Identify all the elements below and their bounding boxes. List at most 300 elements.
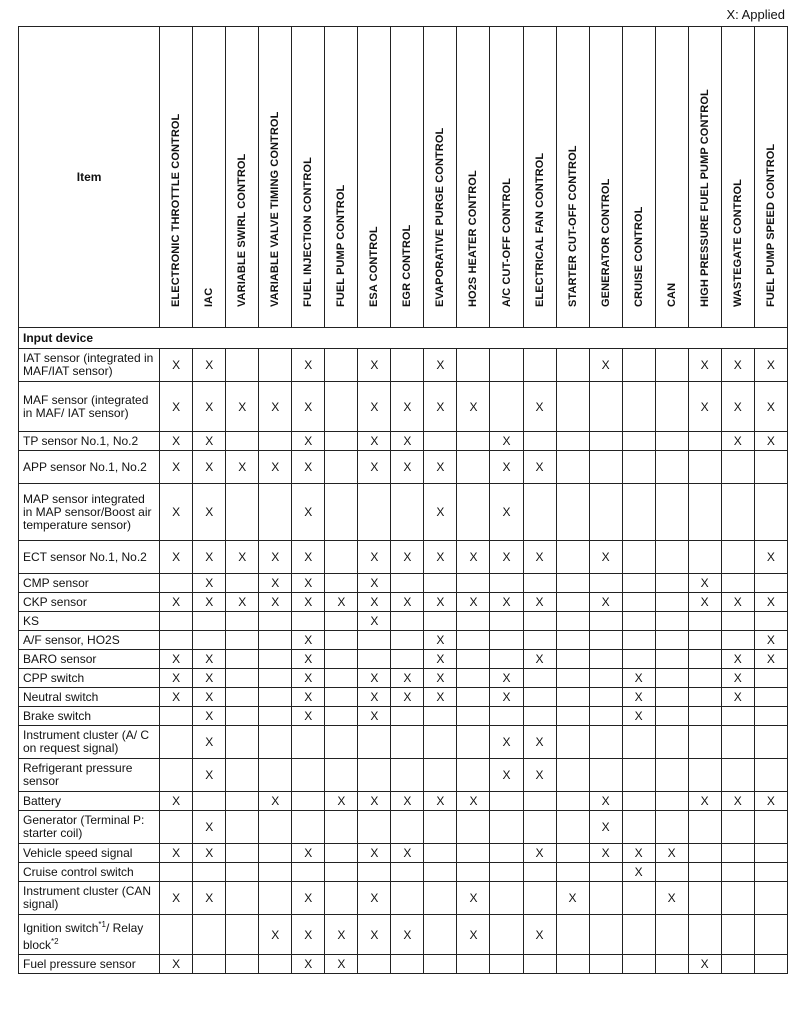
mark-cell <box>589 669 622 688</box>
mark-cell <box>721 844 754 863</box>
row-label: Cruise control switch <box>19 863 160 882</box>
mark-cell: X <box>160 432 193 451</box>
mark-cell <box>589 759 622 792</box>
mark-cell <box>688 631 721 650</box>
mark-cell <box>259 650 292 669</box>
mark-cell: X <box>655 844 688 863</box>
mark-cell <box>655 484 688 541</box>
mark-cell <box>589 574 622 593</box>
mark-cell <box>754 844 787 863</box>
mark-cell <box>490 882 523 915</box>
mark-cell: X <box>292 650 325 669</box>
mark-cell <box>655 726 688 759</box>
mark-cell: X <box>160 349 193 382</box>
mark-cell: X <box>193 759 226 792</box>
mark-cell <box>688 759 721 792</box>
mark-cell: X <box>721 382 754 432</box>
table-row <box>19 863 788 882</box>
mark-cell: X <box>193 669 226 688</box>
table-row <box>19 612 788 631</box>
mark-cell: X <box>424 382 457 432</box>
table-row <box>19 955 788 974</box>
mark-cell: X <box>490 432 523 451</box>
mark-cell <box>226 844 259 863</box>
mark-cell <box>457 707 490 726</box>
mark-cell <box>688 688 721 707</box>
mark-cell: X <box>193 432 226 451</box>
mark-cell <box>589 882 622 915</box>
mark-cell: X <box>523 844 556 863</box>
mark-cell <box>424 707 457 726</box>
mark-cell: X <box>490 593 523 612</box>
mark-cell: X <box>523 382 556 432</box>
mark-cell: X <box>259 451 292 484</box>
column-header-label: CRUISE CONTROL <box>632 206 645 307</box>
column-header-label: GENERATOR CONTROL <box>599 178 612 307</box>
mark-cell: X <box>589 593 622 612</box>
mark-cell <box>193 612 226 631</box>
mark-cell <box>424 432 457 451</box>
table-row <box>19 669 788 688</box>
mark-cell <box>523 574 556 593</box>
mark-cell: X <box>358 541 391 574</box>
mark-cell: X <box>523 541 556 574</box>
mark-cell: X <box>424 593 457 612</box>
mark-cell <box>226 669 259 688</box>
mark-cell <box>259 811 292 844</box>
mark-cell: X <box>292 451 325 484</box>
mark-cell <box>325 432 358 451</box>
mark-cell: X <box>490 484 523 541</box>
mark-cell <box>589 707 622 726</box>
mark-cell <box>556 759 589 792</box>
mark-cell <box>622 955 655 974</box>
mark-cell <box>292 759 325 792</box>
mark-cell <box>160 915 193 955</box>
mark-cell <box>490 844 523 863</box>
mark-cell <box>556 541 589 574</box>
column-header-label: ESA CONTROL <box>368 226 381 307</box>
mark-cell <box>721 451 754 484</box>
mark-cell: X <box>424 541 457 574</box>
mark-cell: X <box>193 484 226 541</box>
mark-cell: X <box>193 451 226 484</box>
mark-cell <box>655 955 688 974</box>
mark-cell: X <box>358 669 391 688</box>
mark-cell <box>424 726 457 759</box>
mark-cell: X <box>292 669 325 688</box>
mark-cell <box>259 612 292 631</box>
mark-cell <box>325 650 358 669</box>
mark-cell <box>655 759 688 792</box>
mark-cell: X <box>391 915 424 955</box>
mark-cell <box>457 432 490 451</box>
mark-cell: X <box>754 349 787 382</box>
mark-cell <box>325 707 358 726</box>
mark-cell <box>622 593 655 612</box>
mark-cell: X <box>589 811 622 844</box>
mark-cell <box>226 484 259 541</box>
mark-cell: X <box>259 574 292 593</box>
mark-cell <box>457 669 490 688</box>
mark-cell <box>325 759 358 792</box>
mark-cell <box>556 451 589 484</box>
mark-cell: X <box>325 955 358 974</box>
mark-cell: X <box>358 792 391 811</box>
mark-cell: X <box>589 792 622 811</box>
mark-cell <box>391 759 424 792</box>
mark-cell <box>457 863 490 882</box>
row-label: IAT sensor (integrated in MAF/IAT sensor) <box>19 349 160 382</box>
mark-cell <box>655 650 688 669</box>
mark-cell <box>523 811 556 844</box>
mark-cell: X <box>556 882 589 915</box>
mark-cell <box>556 792 589 811</box>
mark-cell <box>457 955 490 974</box>
mark-cell: X <box>160 882 193 915</box>
mark-cell: X <box>754 541 787 574</box>
mark-cell: X <box>391 541 424 574</box>
mark-cell <box>226 432 259 451</box>
mark-cell <box>490 349 523 382</box>
mark-cell <box>589 955 622 974</box>
mark-cell: X <box>292 349 325 382</box>
mark-cell <box>457 688 490 707</box>
column-header-label: HO2S HEATER CONTROL <box>467 170 480 307</box>
mark-cell <box>622 811 655 844</box>
header-row <box>19 27 788 328</box>
column-header <box>391 27 424 328</box>
mark-cell: X <box>721 688 754 707</box>
mark-cell: X <box>358 612 391 631</box>
mark-cell <box>358 631 391 650</box>
mark-cell <box>589 863 622 882</box>
mark-cell: X <box>160 382 193 432</box>
mark-cell <box>556 726 589 759</box>
mark-cell <box>358 726 391 759</box>
mark-cell: X <box>259 915 292 955</box>
mark-cell <box>226 631 259 650</box>
mark-cell <box>325 574 358 593</box>
mark-cell <box>160 863 193 882</box>
mark-cell <box>754 484 787 541</box>
mark-cell <box>754 811 787 844</box>
mark-cell <box>259 688 292 707</box>
mark-cell <box>523 707 556 726</box>
mark-cell <box>688 811 721 844</box>
mark-cell: X <box>754 650 787 669</box>
mark-cell <box>754 759 787 792</box>
row-label: TP sensor No.1, No.2 <box>19 432 160 451</box>
table-row <box>19 707 788 726</box>
mark-cell: X <box>292 955 325 974</box>
mark-cell: X <box>589 349 622 382</box>
mark-cell: X <box>457 915 490 955</box>
table-body <box>19 328 788 974</box>
mark-cell: X <box>358 432 391 451</box>
item-column-header: Item <box>19 27 160 328</box>
mark-cell: X <box>358 382 391 432</box>
mark-cell: X <box>193 593 226 612</box>
mark-cell: X <box>523 726 556 759</box>
mark-cell: X <box>490 451 523 484</box>
mark-cell: X <box>391 792 424 811</box>
mark-cell <box>655 915 688 955</box>
column-header <box>358 27 391 328</box>
mark-cell: X <box>688 349 721 382</box>
mark-cell <box>226 915 259 955</box>
mark-cell <box>622 726 655 759</box>
mark-cell <box>523 688 556 707</box>
mark-cell: X <box>160 484 193 541</box>
mark-cell <box>688 612 721 631</box>
mark-cell <box>391 612 424 631</box>
mark-cell: X <box>424 484 457 541</box>
mark-cell: X <box>259 382 292 432</box>
mark-cell <box>424 844 457 863</box>
mark-cell <box>556 631 589 650</box>
mark-cell <box>589 432 622 451</box>
mark-cell: X <box>292 382 325 432</box>
mark-cell <box>622 382 655 432</box>
mark-cell: X <box>160 593 193 612</box>
mark-cell <box>325 882 358 915</box>
mark-cell <box>457 612 490 631</box>
mark-cell <box>160 574 193 593</box>
mark-cell <box>688 669 721 688</box>
mark-cell <box>556 574 589 593</box>
mark-cell <box>523 669 556 688</box>
column-header <box>325 27 358 328</box>
table-row <box>19 432 788 451</box>
mark-cell: X <box>358 349 391 382</box>
mark-cell: X <box>523 650 556 669</box>
column-header <box>490 27 523 328</box>
mark-cell: X <box>160 844 193 863</box>
mark-cell: X <box>292 631 325 650</box>
mark-cell <box>358 484 391 541</box>
mark-cell <box>259 631 292 650</box>
mark-cell: X <box>490 759 523 792</box>
mark-cell <box>754 955 787 974</box>
column-header-label: VARIABLE VALVE TIMING CONTROL <box>269 111 282 307</box>
mark-cell <box>292 612 325 631</box>
column-header <box>721 27 754 328</box>
row-label: A/F sensor, HO2S <box>19 631 160 650</box>
mark-cell: X <box>523 593 556 612</box>
mark-cell: X <box>292 593 325 612</box>
mark-cell <box>754 669 787 688</box>
mark-cell <box>688 915 721 955</box>
mark-cell <box>457 726 490 759</box>
mark-cell: X <box>292 688 325 707</box>
mark-cell <box>622 792 655 811</box>
mark-cell <box>490 811 523 844</box>
mark-cell: X <box>259 593 292 612</box>
table-row <box>19 631 788 650</box>
mark-cell <box>622 631 655 650</box>
mark-cell: X <box>424 688 457 707</box>
mark-cell <box>721 631 754 650</box>
mark-cell <box>325 612 358 631</box>
mark-cell <box>259 844 292 863</box>
mark-cell <box>622 759 655 792</box>
mark-cell: X <box>424 451 457 484</box>
mark-cell <box>325 349 358 382</box>
mark-cell <box>688 650 721 669</box>
mark-cell <box>226 792 259 811</box>
mark-cell: X <box>358 451 391 484</box>
mark-cell: X <box>193 811 226 844</box>
mark-cell <box>523 349 556 382</box>
mark-cell <box>721 707 754 726</box>
table-row <box>19 650 788 669</box>
mark-cell <box>523 432 556 451</box>
column-header <box>424 27 457 328</box>
mark-cell <box>325 382 358 432</box>
mark-cell: X <box>259 792 292 811</box>
mark-cell <box>721 955 754 974</box>
mark-cell <box>226 811 259 844</box>
row-label: Ignition switch$^{*1}$/ Relay block$^{*2}$ <box>19 915 160 955</box>
mark-cell <box>622 451 655 484</box>
mark-cell <box>424 612 457 631</box>
mark-cell: X <box>292 541 325 574</box>
mark-cell <box>556 915 589 955</box>
mark-cell: X <box>226 451 259 484</box>
column-header-label: EVAPORATIVE PURGE CONTROL <box>434 127 447 307</box>
table-row <box>19 541 788 574</box>
mark-cell <box>589 726 622 759</box>
mark-cell: X <box>193 541 226 574</box>
column-header <box>556 27 589 328</box>
mark-cell: X <box>259 541 292 574</box>
mark-cell: X <box>457 593 490 612</box>
mark-cell <box>721 612 754 631</box>
mark-cell <box>655 863 688 882</box>
mark-cell <box>655 631 688 650</box>
mark-cell <box>259 863 292 882</box>
mark-cell: X <box>160 955 193 974</box>
mark-cell: X <box>160 792 193 811</box>
table-row <box>19 349 788 382</box>
mark-cell: X <box>160 650 193 669</box>
mark-cell <box>523 955 556 974</box>
mark-cell: X <box>424 792 457 811</box>
column-header-label: CAN <box>665 282 678 307</box>
mark-cell <box>259 707 292 726</box>
mark-cell <box>259 882 292 915</box>
mark-cell: X <box>160 451 193 484</box>
mark-cell: X <box>490 726 523 759</box>
mark-cell: X <box>292 484 325 541</box>
mark-cell <box>490 792 523 811</box>
mark-cell <box>556 593 589 612</box>
mark-cell <box>655 349 688 382</box>
mark-cell <box>754 574 787 593</box>
mark-cell: X <box>193 382 226 432</box>
mark-cell <box>556 349 589 382</box>
mark-cell <box>160 612 193 631</box>
mark-cell: X <box>721 349 754 382</box>
column-header-label: WASTEGATE CONTROL <box>731 179 744 307</box>
mark-cell <box>358 759 391 792</box>
mark-cell <box>721 574 754 593</box>
column-header-label: FUEL PUMP CONTROL <box>335 184 348 307</box>
mark-cell <box>655 541 688 574</box>
column-header-label: STARTER CUT-OFF CONTROL <box>566 145 579 307</box>
mark-cell <box>622 484 655 541</box>
mark-cell <box>523 882 556 915</box>
mark-cell <box>259 432 292 451</box>
mark-cell <box>391 707 424 726</box>
table-row <box>19 844 788 863</box>
mark-cell <box>655 707 688 726</box>
mark-cell <box>424 811 457 844</box>
mark-cell <box>358 863 391 882</box>
table-row <box>19 726 788 759</box>
mark-cell: X <box>688 382 721 432</box>
mark-cell <box>589 451 622 484</box>
mark-cell: X <box>325 593 358 612</box>
mark-cell <box>424 882 457 915</box>
table-row <box>19 792 788 811</box>
mark-cell: X <box>490 688 523 707</box>
mark-cell <box>556 382 589 432</box>
mark-cell <box>556 844 589 863</box>
mark-cell: X <box>523 451 556 484</box>
mark-cell <box>655 669 688 688</box>
mark-cell: X <box>226 382 259 432</box>
mark-cell: X <box>292 432 325 451</box>
mark-cell <box>391 882 424 915</box>
mark-cell <box>490 707 523 726</box>
mark-cell: X <box>622 688 655 707</box>
mark-cell <box>391 863 424 882</box>
mark-cell: X <box>622 844 655 863</box>
table-row <box>19 882 788 915</box>
mark-cell: X <box>325 915 358 955</box>
column-header-label: FUEL PUMP SPEED CONTROL <box>764 143 777 307</box>
mark-cell <box>490 955 523 974</box>
mark-cell <box>556 432 589 451</box>
mark-cell <box>556 863 589 882</box>
mark-cell <box>655 688 688 707</box>
mark-cell <box>589 631 622 650</box>
mark-cell <box>721 882 754 915</box>
mark-cell <box>754 915 787 955</box>
mark-cell <box>490 574 523 593</box>
mark-cell: X <box>721 593 754 612</box>
mark-cell <box>226 650 259 669</box>
mark-cell <box>226 759 259 792</box>
mark-cell <box>754 612 787 631</box>
mark-cell: X <box>193 650 226 669</box>
mark-cell <box>655 593 688 612</box>
mark-cell <box>556 669 589 688</box>
mark-cell <box>688 707 721 726</box>
mark-cell <box>490 612 523 631</box>
input-device-table <box>18 26 788 974</box>
mark-cell: X <box>721 650 754 669</box>
mark-cell <box>556 955 589 974</box>
mark-cell <box>688 432 721 451</box>
mark-cell <box>424 574 457 593</box>
mark-cell <box>688 484 721 541</box>
mark-cell <box>424 915 457 955</box>
mark-cell <box>457 484 490 541</box>
mark-cell <box>622 612 655 631</box>
